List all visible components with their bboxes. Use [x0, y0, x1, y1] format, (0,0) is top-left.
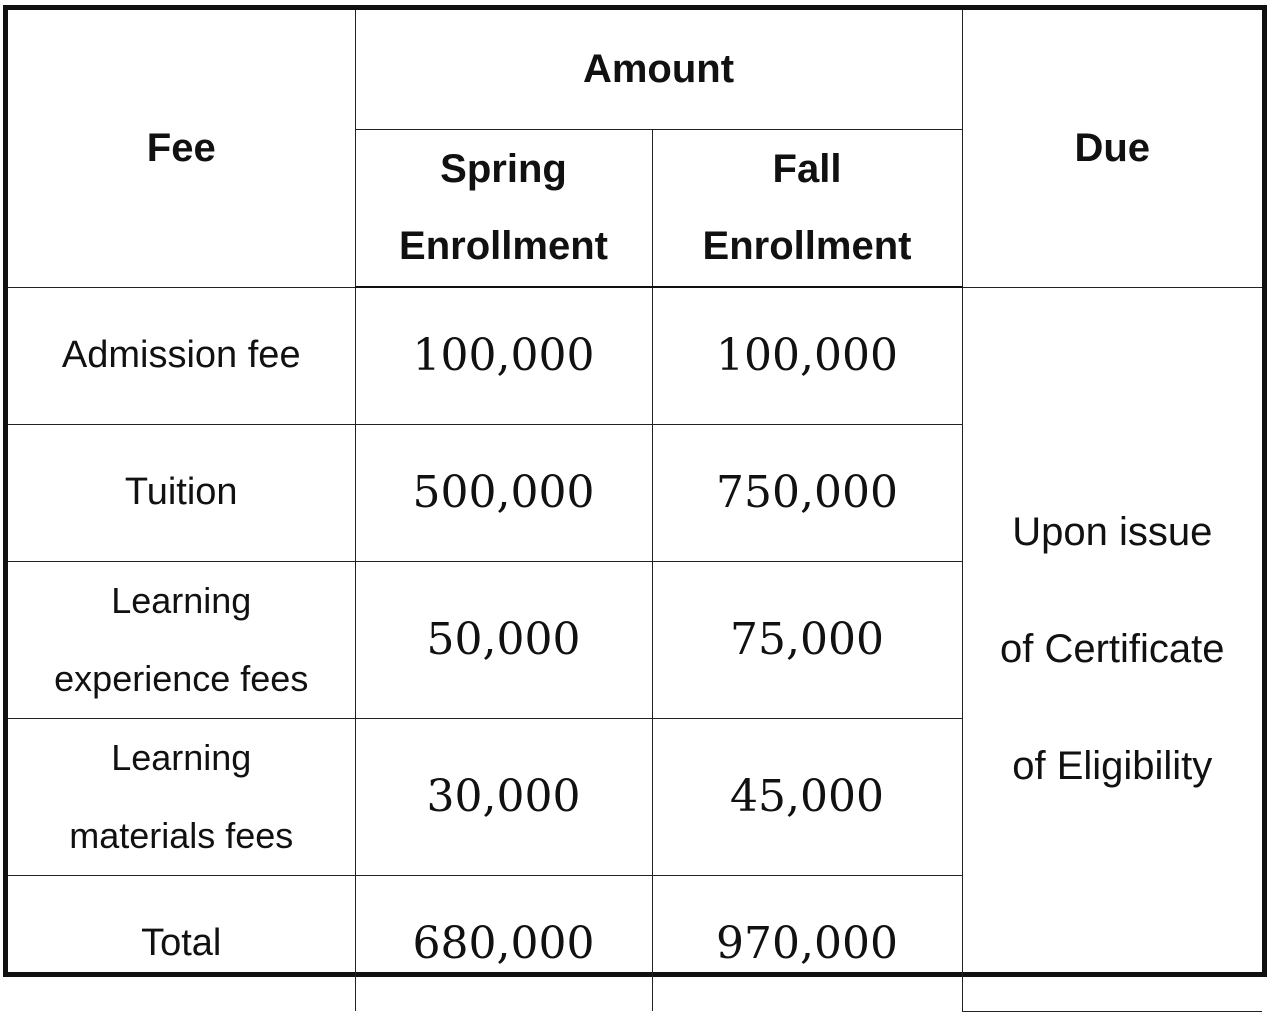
spring-total-value: 680,000 — [412, 917, 595, 969]
spring-amount-value: 100,000 — [412, 330, 595, 382]
fall-header-line1: Fall — [772, 146, 842, 191]
spring-amount-cell — [355, 561, 652, 718]
fall-amount-value: 75,000 — [730, 614, 884, 665]
amount-column-header — [355, 10, 962, 129]
fee-cell-learning-materials — [8, 718, 355, 875]
fall-amount-value: 45,000 — [730, 771, 884, 822]
due-text-line1: Upon issue — [1012, 509, 1213, 554]
fall-amount-value: 100,000 — [716, 330, 898, 382]
fall-amount-cell — [652, 718, 962, 875]
due-column-header — [962, 10, 1262, 287]
fee-header-label: Fee — [146, 125, 216, 170]
fall-total-value: 970,000 — [716, 917, 898, 969]
spring-amount-cell — [355, 287, 652, 424]
spring-amount-value: 500,000 — [412, 467, 595, 518]
spring-header-line2: Enrollment — [399, 223, 608, 268]
spring-amount-cell — [355, 718, 652, 875]
fee-table — [8, 10, 1262, 1012]
due-header-label: Due — [1074, 125, 1151, 170]
fall-amount-value: 750,000 — [716, 467, 898, 518]
fall-enrollment-header — [652, 129, 962, 287]
spring-amount-value: 30,000 — [426, 771, 581, 822]
fee-cell-admission — [8, 287, 355, 424]
fee-label-text: Tuition — [124, 471, 238, 513]
fee-label-text: Total — [141, 921, 222, 964]
fall-amount-cell — [652, 424, 962, 561]
fee-column-header — [8, 10, 355, 287]
fee-label-line2: experience fees — [54, 657, 309, 699]
due-text-line3: of Eligibility — [1012, 743, 1213, 788]
fall-amount-cell — [652, 287, 962, 424]
due-description-cell — [962, 287, 1262, 1011]
fee-table-frame — [3, 5, 1267, 977]
due-text-line2: of Certificate — [1000, 626, 1225, 671]
fall-header-line2: Enrollment — [702, 223, 912, 268]
fee-label-line2: materials fees — [69, 814, 294, 856]
amount-header-label: Amount — [582, 46, 735, 91]
fee-cell-learning-experience — [8, 561, 355, 718]
fee-label-line1: Learning — [111, 579, 252, 621]
spring-header-line1: Spring — [440, 146, 567, 191]
table-row — [8, 287, 1262, 424]
spring-amount-cell — [355, 424, 652, 561]
spring-amount-value: 50,000 — [426, 614, 581, 665]
fall-amount-cell — [652, 561, 962, 718]
spring-enrollment-header — [355, 129, 652, 287]
fee-label-line1: Learning — [111, 736, 252, 778]
header-row-1 — [8, 10, 1262, 129]
fee-cell-tuition — [8, 424, 355, 561]
fee-label-text: Admission fee — [61, 334, 301, 376]
